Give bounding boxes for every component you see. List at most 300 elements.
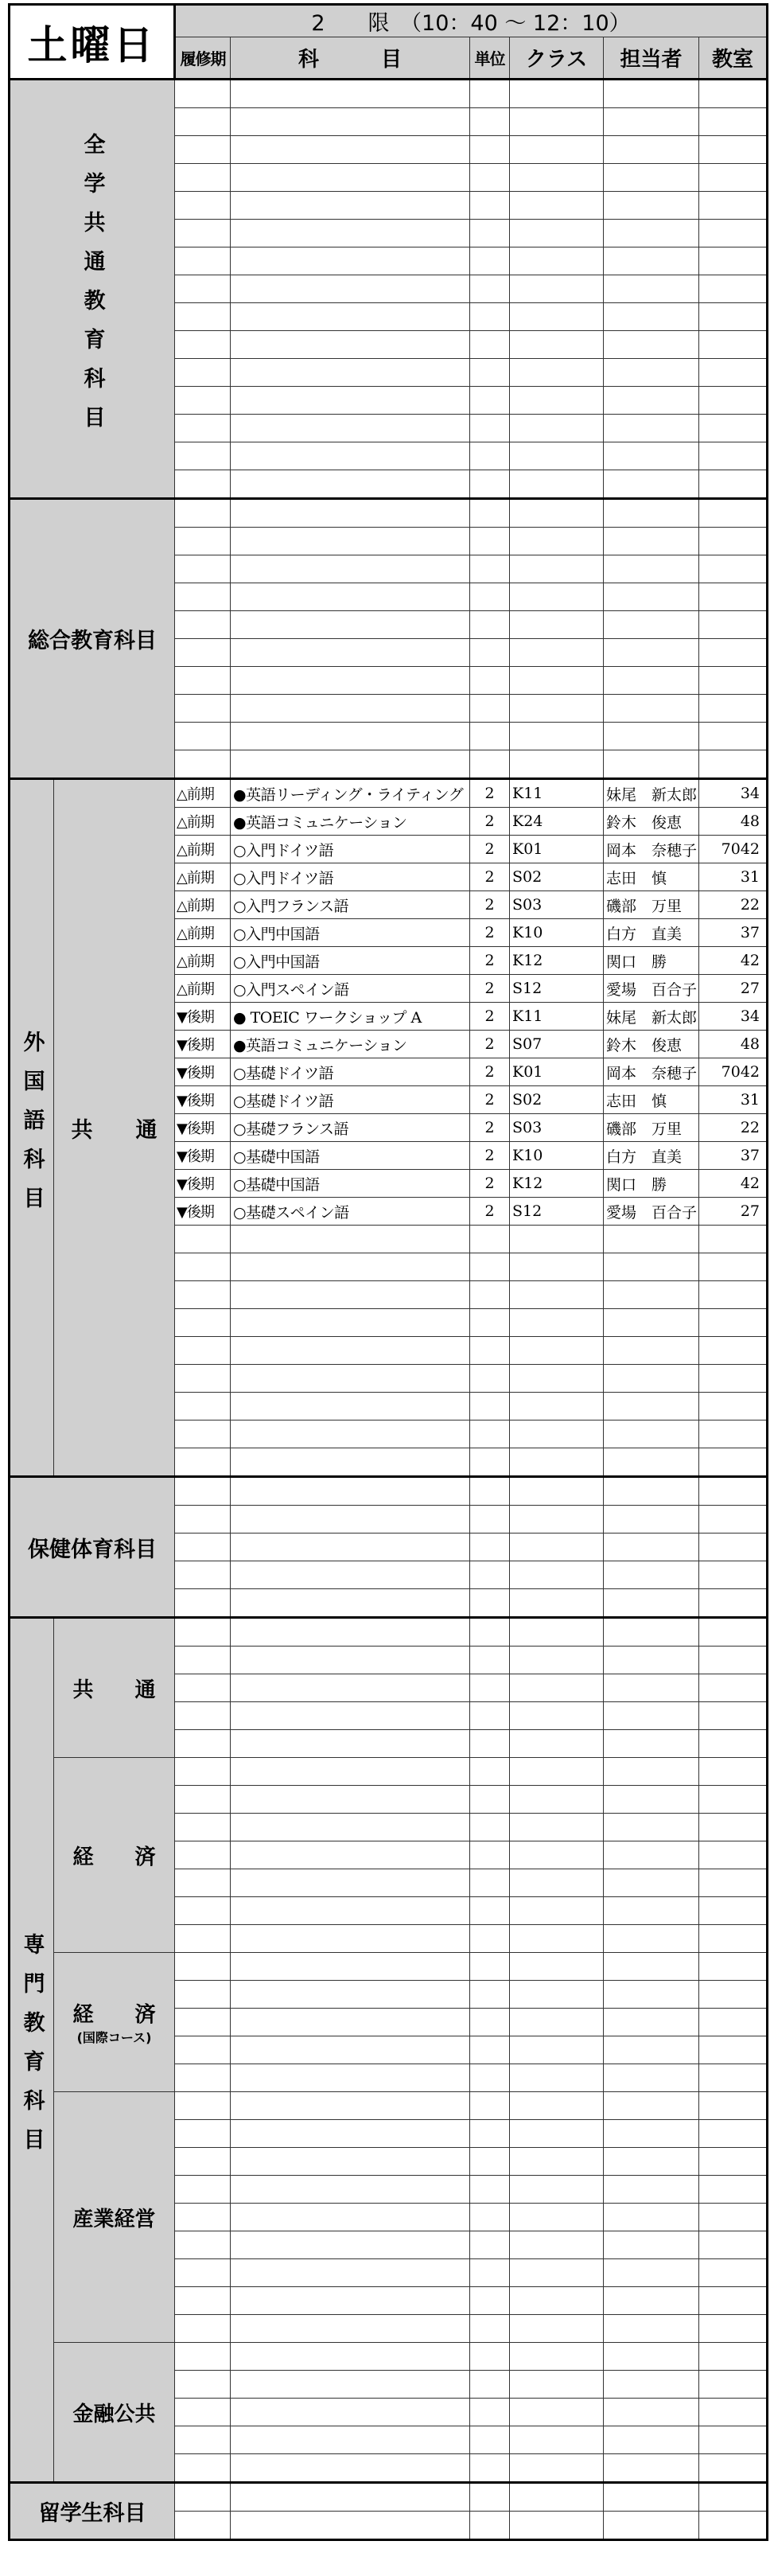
- empty-cell: [470, 2036, 510, 2064]
- empty-cell: [175, 1702, 231, 1730]
- course-class: K01: [510, 1058, 604, 1086]
- empty-cell: [231, 1730, 470, 1758]
- course-class: K11: [510, 779, 604, 808]
- course-teacher: 関口 勝: [604, 947, 699, 975]
- empty-cell: [699, 555, 768, 583]
- empty-cell: [699, 2064, 768, 2092]
- empty-cell: [604, 1758, 699, 1786]
- empty-cell: [510, 192, 604, 220]
- empty-cell: [510, 164, 604, 192]
- empty-cell: [699, 2483, 768, 2512]
- empty-cell: [510, 1421, 604, 1448]
- empty-cell: [510, 1393, 604, 1421]
- header-class: クラス: [510, 37, 604, 80]
- course-class: S12: [510, 975, 604, 1003]
- empty-cell: [231, 639, 470, 667]
- category-sp-econ: [54, 1758, 175, 1953]
- empty-cell: [470, 1226, 510, 1253]
- empty-cell: [231, 611, 470, 639]
- empty-cell: [604, 164, 699, 192]
- category-specialized: [10, 1618, 54, 2483]
- timetable-sheet: [8, 3, 766, 2574]
- empty-cell: [510, 442, 604, 470]
- empty-cell: [231, 1647, 470, 1674]
- course-room: 42: [699, 1170, 768, 1198]
- empty-cell: [231, 136, 470, 164]
- empty-cell: [231, 2287, 470, 2315]
- course-room: 48: [699, 808, 768, 836]
- empty-cell: [699, 359, 768, 387]
- empty-cell: [470, 1953, 510, 1981]
- course-subject: ●英語コミュニケーション: [231, 1031, 470, 1058]
- empty-cell: [470, 303, 510, 331]
- empty-cell: [231, 1337, 470, 1365]
- empty-cell: [510, 1281, 604, 1309]
- empty-cell: [470, 192, 510, 220]
- empty-cell: [175, 1981, 231, 2009]
- empty-cell: [231, 2176, 470, 2204]
- empty-cell: [231, 2064, 470, 2092]
- course-room: 31: [699, 863, 768, 891]
- empty-cell: [231, 1702, 470, 1730]
- empty-cell: [510, 359, 604, 387]
- empty-cell: [699, 2231, 768, 2259]
- empty-cell: [699, 2176, 768, 2204]
- empty-cell: [470, 2287, 510, 2315]
- empty-cell: [510, 2231, 604, 2259]
- category-foreign-common: [54, 779, 175, 1477]
- empty-cell: [470, 1758, 510, 1786]
- empty-cell: [604, 2120, 699, 2148]
- empty-cell: [699, 387, 768, 415]
- course-term: △前期: [175, 891, 231, 919]
- empty-cell: [231, 1953, 470, 1981]
- empty-cell: [175, 528, 231, 555]
- empty-cell: [231, 1981, 470, 2009]
- course-subject: ○入門フランス語: [231, 891, 470, 919]
- course-class: K01: [510, 836, 604, 863]
- empty-cell: [699, 1618, 768, 1647]
- empty-cell: [470, 2426, 510, 2454]
- empty-cell: [175, 1589, 231, 1618]
- course-credit: 2: [470, 919, 510, 947]
- course-teacher: 白方 直美: [604, 919, 699, 947]
- empty-cell: [470, 1309, 510, 1337]
- category-foreign-common-label: 共 通: [71, 1117, 158, 1143]
- empty-cell: [175, 1674, 231, 1702]
- empty-cell: [510, 1647, 604, 1674]
- empty-cell: [510, 1786, 604, 1814]
- empty-cell: [175, 499, 231, 528]
- empty-cell: [510, 1589, 604, 1618]
- course-term: ▼後期: [175, 1031, 231, 1058]
- timetable: [8, 3, 768, 2541]
- empty-cell: [510, 667, 604, 695]
- header-room: 教室: [699, 37, 768, 80]
- empty-cell: [510, 2287, 604, 2315]
- empty-cell: [231, 220, 470, 247]
- category-sp-common-label: 共 通: [72, 1678, 156, 1702]
- course-room: 22: [699, 891, 768, 919]
- empty-cell: [470, 359, 510, 387]
- empty-cell: [175, 583, 231, 611]
- empty-cell: [699, 2343, 768, 2371]
- empty-cell: [699, 750, 768, 779]
- empty-cell: [699, 723, 768, 750]
- empty-cell: [604, 667, 699, 695]
- empty-cell: [470, 1393, 510, 1421]
- empty-cell: [604, 1365, 699, 1393]
- empty-cell: [604, 2064, 699, 2092]
- empty-cell: [231, 2120, 470, 2148]
- empty-cell: [699, 1758, 768, 1786]
- empty-cell: [231, 1393, 470, 1421]
- empty-cell: [175, 2120, 231, 2148]
- empty-cell: [699, 1421, 768, 1448]
- empty-cell: [604, 80, 699, 108]
- empty-cell: [470, 1786, 510, 1814]
- course-credit: 2: [470, 891, 510, 919]
- empty-cell: [470, 2092, 510, 2120]
- empty-cell: [510, 1337, 604, 1365]
- empty-cell: [604, 1702, 699, 1730]
- empty-cell: [604, 303, 699, 331]
- empty-cell: [231, 1561, 470, 1589]
- empty-cell: [604, 1674, 699, 1702]
- empty-cell: [175, 470, 231, 499]
- empty-cell: [510, 2036, 604, 2064]
- course-teacher: 妹尾 新太郎: [604, 1003, 699, 1031]
- empty-cell: [604, 2204, 699, 2231]
- empty-cell: [604, 1589, 699, 1618]
- empty-cell: [470, 1841, 510, 1869]
- empty-cell: [175, 1393, 231, 1421]
- empty-cell: [604, 359, 699, 387]
- course-credit: 2: [470, 1003, 510, 1031]
- course-term: △前期: [175, 947, 231, 975]
- empty-cell: [231, 583, 470, 611]
- empty-cell: [604, 2009, 699, 2036]
- empty-cell: [175, 275, 231, 303]
- empty-cell: [699, 2512, 768, 2540]
- empty-cell: [175, 750, 231, 779]
- empty-cell: [231, 1925, 470, 1953]
- empty-cell: [510, 1448, 604, 1477]
- course-teacher: 志田 慎: [604, 1086, 699, 1114]
- empty-cell: [470, 555, 510, 583]
- empty-cell: [604, 2371, 699, 2399]
- empty-cell: [231, 2009, 470, 2036]
- course-term: ▼後期: [175, 1086, 231, 1114]
- empty-cell: [510, 2426, 604, 2454]
- empty-cell: [175, 1337, 231, 1365]
- empty-cell: [699, 2092, 768, 2120]
- empty-cell: [604, 499, 699, 528]
- category-intl-students: [10, 2483, 175, 2540]
- course-subject: ○入門スペイン語: [231, 975, 470, 1003]
- empty-cell: [510, 415, 604, 442]
- empty-cell: [231, 415, 470, 442]
- empty-cell: [604, 2176, 699, 2204]
- empty-cell: [470, 2483, 510, 2512]
- empty-cell: [510, 528, 604, 555]
- course-teacher: 志田 慎: [604, 863, 699, 891]
- header-term: 履修期: [175, 37, 231, 80]
- empty-cell: [470, 528, 510, 555]
- empty-cell: [510, 1506, 604, 1534]
- empty-cell: [604, 1281, 699, 1309]
- empty-cell: [604, 1448, 699, 1477]
- empty-cell: [175, 1953, 231, 1981]
- empty-cell: [699, 2009, 768, 2036]
- category-integrated: [10, 499, 175, 779]
- course-credit: 2: [470, 947, 510, 975]
- empty-cell: [604, 470, 699, 499]
- empty-cell: [175, 1730, 231, 1758]
- empty-cell: [510, 220, 604, 247]
- empty-cell: [175, 2287, 231, 2315]
- empty-cell: [175, 1618, 231, 1647]
- empty-cell: [510, 247, 604, 275]
- course-teacher: 愛場 百合子: [604, 1198, 699, 1226]
- empty-cell: [604, 1897, 699, 1925]
- course-subject: ○基礎中国語: [231, 1170, 470, 1198]
- empty-cell: [604, 611, 699, 639]
- empty-cell: [510, 1309, 604, 1337]
- empty-cell: [510, 1702, 604, 1730]
- empty-cell: [231, 1674, 470, 1702]
- empty-cell: [604, 1925, 699, 1953]
- empty-cell: [470, 387, 510, 415]
- empty-cell: [470, 136, 510, 164]
- empty-cell: [175, 1925, 231, 1953]
- empty-cell: [470, 2399, 510, 2426]
- course-term: ▼後期: [175, 1058, 231, 1086]
- course-room: 37: [699, 919, 768, 947]
- empty-cell: [510, 1618, 604, 1647]
- empty-cell: [510, 2343, 604, 2371]
- empty-cell: [231, 387, 470, 415]
- empty-cell: [604, 442, 699, 470]
- empty-cell: [699, 1981, 768, 2009]
- empty-cell: [231, 1534, 470, 1561]
- empty-cell: [510, 2315, 604, 2343]
- course-room: 27: [699, 1198, 768, 1226]
- empty-cell: [510, 2009, 604, 2036]
- empty-cell: [699, 1561, 768, 1589]
- empty-cell: [699, 1281, 768, 1309]
- empty-cell: [510, 1253, 604, 1281]
- course-room: 31: [699, 1086, 768, 1114]
- empty-cell: [175, 2399, 231, 2426]
- empty-cell: [231, 528, 470, 555]
- empty-cell: [470, 695, 510, 723]
- empty-cell: [510, 555, 604, 583]
- empty-cell: [604, 415, 699, 442]
- empty-cell: [510, 387, 604, 415]
- empty-cell: [470, 667, 510, 695]
- empty-cell: [604, 1506, 699, 1534]
- empty-cell: [470, 331, 510, 359]
- empty-cell: [470, 1253, 510, 1281]
- empty-cell: [470, 415, 510, 442]
- empty-cell: [175, 1365, 231, 1393]
- empty-cell: [231, 1421, 470, 1448]
- course-class: K24: [510, 808, 604, 836]
- empty-cell: [699, 247, 768, 275]
- course-term: △前期: [175, 808, 231, 836]
- empty-cell: [510, 1897, 604, 1925]
- empty-cell: [604, 1953, 699, 1981]
- empty-cell: [699, 470, 768, 499]
- empty-cell: [510, 136, 604, 164]
- empty-cell: [175, 136, 231, 164]
- empty-cell: [604, 2454, 699, 2483]
- category-sp-econ-label: 経 済: [72, 1845, 156, 1869]
- empty-cell: [699, 331, 768, 359]
- course-term: △前期: [175, 863, 231, 891]
- empty-cell: [231, 331, 470, 359]
- empty-cell: [231, 275, 470, 303]
- category-general: [10, 80, 175, 499]
- empty-cell: [470, 1561, 510, 1589]
- empty-cell: [175, 639, 231, 667]
- empty-cell: [231, 750, 470, 779]
- empty-cell: [699, 1730, 768, 1758]
- category-sp-finance-label: 金融公共: [72, 2402, 156, 2426]
- course-subject: ○入門ドイツ語: [231, 836, 470, 863]
- empty-cell: [510, 723, 604, 750]
- empty-cell: [699, 442, 768, 470]
- course-credit: 2: [470, 863, 510, 891]
- empty-cell: [175, 2176, 231, 2204]
- empty-cell: [699, 1814, 768, 1841]
- empty-cell: [604, 2259, 699, 2287]
- empty-cell: [470, 1897, 510, 1925]
- empty-cell: [231, 1506, 470, 1534]
- empty-cell: [510, 1981, 604, 2009]
- empty-cell: [604, 1393, 699, 1421]
- empty-cell: [604, 1786, 699, 1814]
- course-subject: ●英語リーディング・ライティング: [231, 779, 470, 808]
- empty-cell: [175, 415, 231, 442]
- empty-cell: [604, 555, 699, 583]
- empty-cell: [470, 639, 510, 667]
- empty-cell: [175, 2064, 231, 2092]
- empty-cell: [510, 2454, 604, 2483]
- empty-cell: [699, 583, 768, 611]
- empty-cell: [699, 1477, 768, 1506]
- empty-cell: [175, 2371, 231, 2399]
- empty-cell: [604, 2315, 699, 2343]
- empty-cell: [231, 2231, 470, 2259]
- empty-cell: [604, 108, 699, 136]
- empty-cell: [470, 470, 510, 499]
- course-class: K10: [510, 1142, 604, 1170]
- empty-cell: [470, 1337, 510, 1365]
- empty-cell: [231, 108, 470, 136]
- empty-cell: [231, 1897, 470, 1925]
- header-teacher: 担当者: [604, 37, 699, 80]
- course-room: 34: [699, 779, 768, 808]
- category-health-label: 保健体育科目: [28, 1537, 157, 1562]
- empty-cell: [699, 1841, 768, 1869]
- empty-cell: [470, 1589, 510, 1618]
- empty-cell: [470, 80, 510, 108]
- empty-cell: [699, 1589, 768, 1618]
- empty-cell: [231, 1618, 470, 1647]
- empty-cell: [510, 1841, 604, 1869]
- empty-cell: [470, 1477, 510, 1506]
- empty-cell: [175, 387, 231, 415]
- empty-cell: [175, 2483, 231, 2512]
- empty-cell: [604, 750, 699, 779]
- empty-cell: [699, 2120, 768, 2148]
- empty-cell: [175, 2454, 231, 2483]
- empty-cell: [699, 1448, 768, 1477]
- empty-cell: [699, 1647, 768, 1674]
- empty-cell: [231, 1869, 470, 1897]
- empty-cell: [699, 2148, 768, 2176]
- empty-cell: [510, 1561, 604, 1589]
- empty-cell: [699, 1786, 768, 1814]
- course-teacher: 岡本 奈穂子: [604, 1058, 699, 1086]
- empty-cell: [510, 108, 604, 136]
- empty-cell: [510, 303, 604, 331]
- empty-cell: [604, 2092, 699, 2120]
- empty-cell: [470, 1730, 510, 1758]
- empty-cell: [510, 2148, 604, 2176]
- empty-cell: [470, 2009, 510, 2036]
- empty-cell: [699, 275, 768, 303]
- empty-cell: [470, 2259, 510, 2287]
- empty-cell: [699, 1309, 768, 1337]
- empty-cell: [699, 415, 768, 442]
- empty-cell: [175, 1786, 231, 1814]
- empty-cell: [699, 1897, 768, 1925]
- category-sp-econ-intl-label: 経 済: [72, 2003, 156, 2027]
- empty-cell: [604, 2399, 699, 2426]
- empty-cell: [699, 1506, 768, 1534]
- empty-cell: [699, 1253, 768, 1281]
- empty-cell: [470, 1618, 510, 1647]
- empty-cell: [699, 639, 768, 667]
- empty-cell: [699, 2399, 768, 2426]
- empty-cell: [510, 1814, 604, 1841]
- category-sp-industry: [54, 2092, 175, 2343]
- empty-cell: [470, 2120, 510, 2148]
- course-room: 27: [699, 975, 768, 1003]
- header-credit: 単位: [470, 37, 510, 80]
- empty-cell: [699, 1925, 768, 1953]
- empty-cell: [510, 1477, 604, 1506]
- empty-cell: [470, 1534, 510, 1561]
- empty-cell: [699, 1226, 768, 1253]
- empty-cell: [231, 1226, 470, 1253]
- empty-cell: [604, 1477, 699, 1506]
- empty-cell: [604, 1561, 699, 1589]
- empty-cell: [470, 220, 510, 247]
- empty-cell: [470, 164, 510, 192]
- empty-cell: [699, 2371, 768, 2399]
- course-room: 22: [699, 1114, 768, 1142]
- empty-cell: [510, 1226, 604, 1253]
- empty-cell: [231, 1758, 470, 1786]
- empty-cell: [175, 303, 231, 331]
- course-class: S02: [510, 1086, 604, 1114]
- empty-cell: [231, 2454, 470, 2483]
- empty-cell: [604, 695, 699, 723]
